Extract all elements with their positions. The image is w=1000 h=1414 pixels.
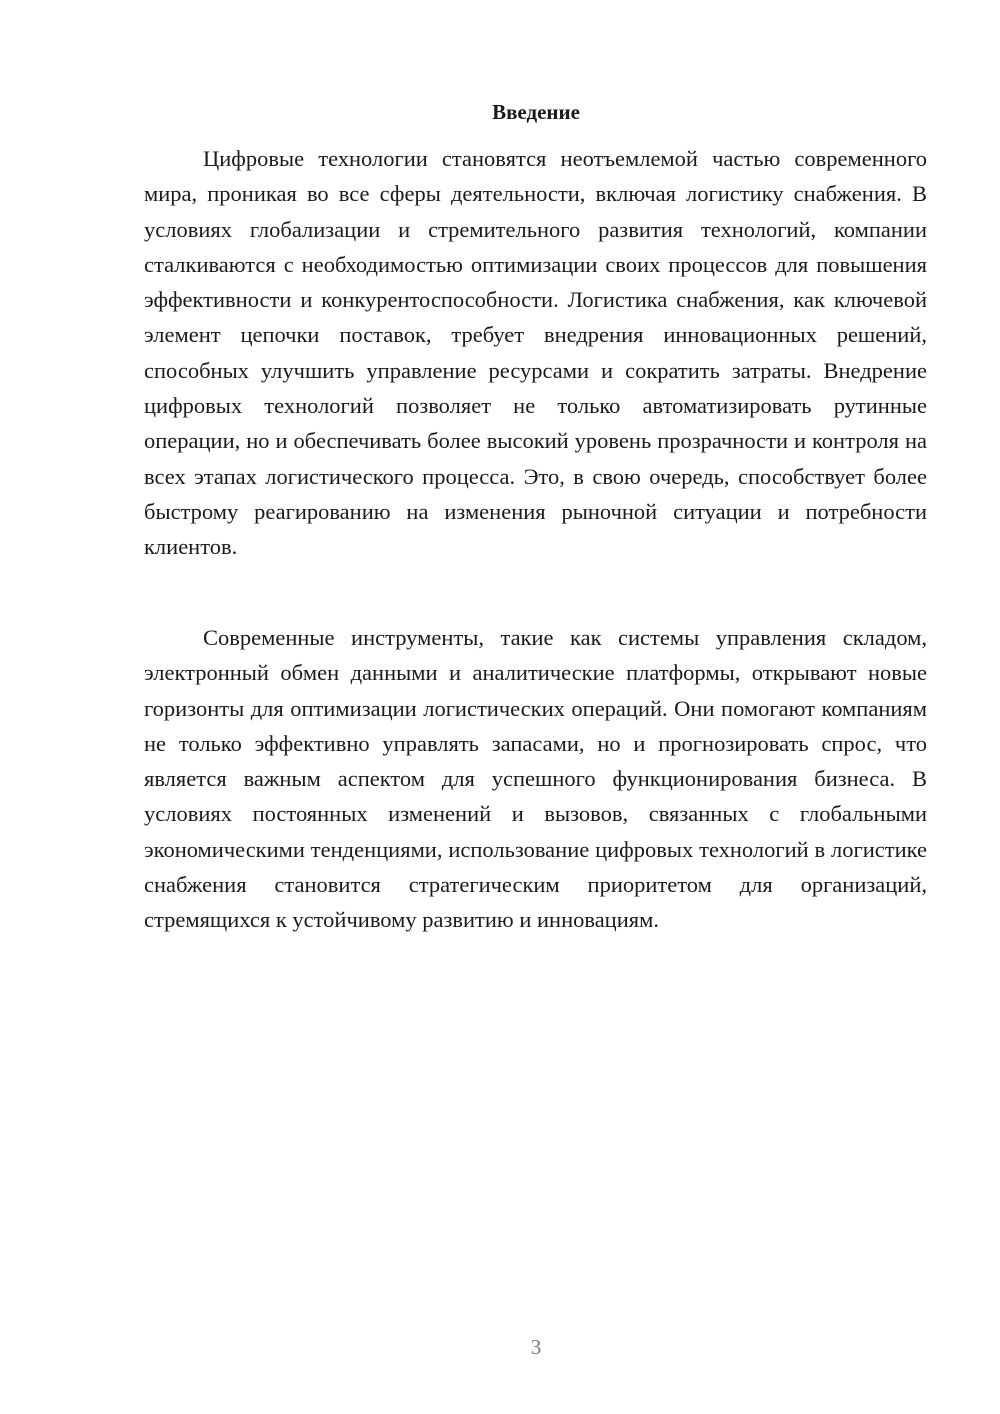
paragraph-2: Современные инструменты, такие как системы управления складом, электронный обмен данными и аналитические платформы, открывают новые горизонты для оптимизации логистических операций. Они помогают компаниям не только эффективно управлять запасами, но и прогнозировать спрос, что является важным аспектом для успешного функционирования бизнеса. В условиях постоянных изменений и вызовов, связанных с глобальными экономическими тенденциями, использование цифровых технологий в логистике снабжения становится стратегическим приоритетом для организаций, стремящихся к устойчивому развитию и инновациям. <box>144 625 927 933</box>
paragraph-1: Цифровые технологии становятся неотъемлемой частью современного мира, проникая во все сферы деятельности, включая логистику снабжения. В условиях глобализации и стремительного развития технологий, компании сталкиваются с необходимостью оптимизации своих процессов для повышения эффективности и конкурентоспособности. Логистика снабжения, как ключевой элемент цепочки поставок, требует внедрения инновационных решений, способных улучшить управление ресурсами и сократить затраты. Внедрение цифровых технологий позволяет не только автоматизировать рутинные операции, но и обеспечивать более высокий уровень прозрачности и контроля на всех этапах логистического процесса. Это, в свою очередь, способствует более быстрому реагированию на изменения рыночной ситуации и потребности клиентов. <box>144 146 927 560</box>
section-heading: Введение <box>492 100 580 124</box>
page-number: 3 <box>530 1335 542 1359</box>
